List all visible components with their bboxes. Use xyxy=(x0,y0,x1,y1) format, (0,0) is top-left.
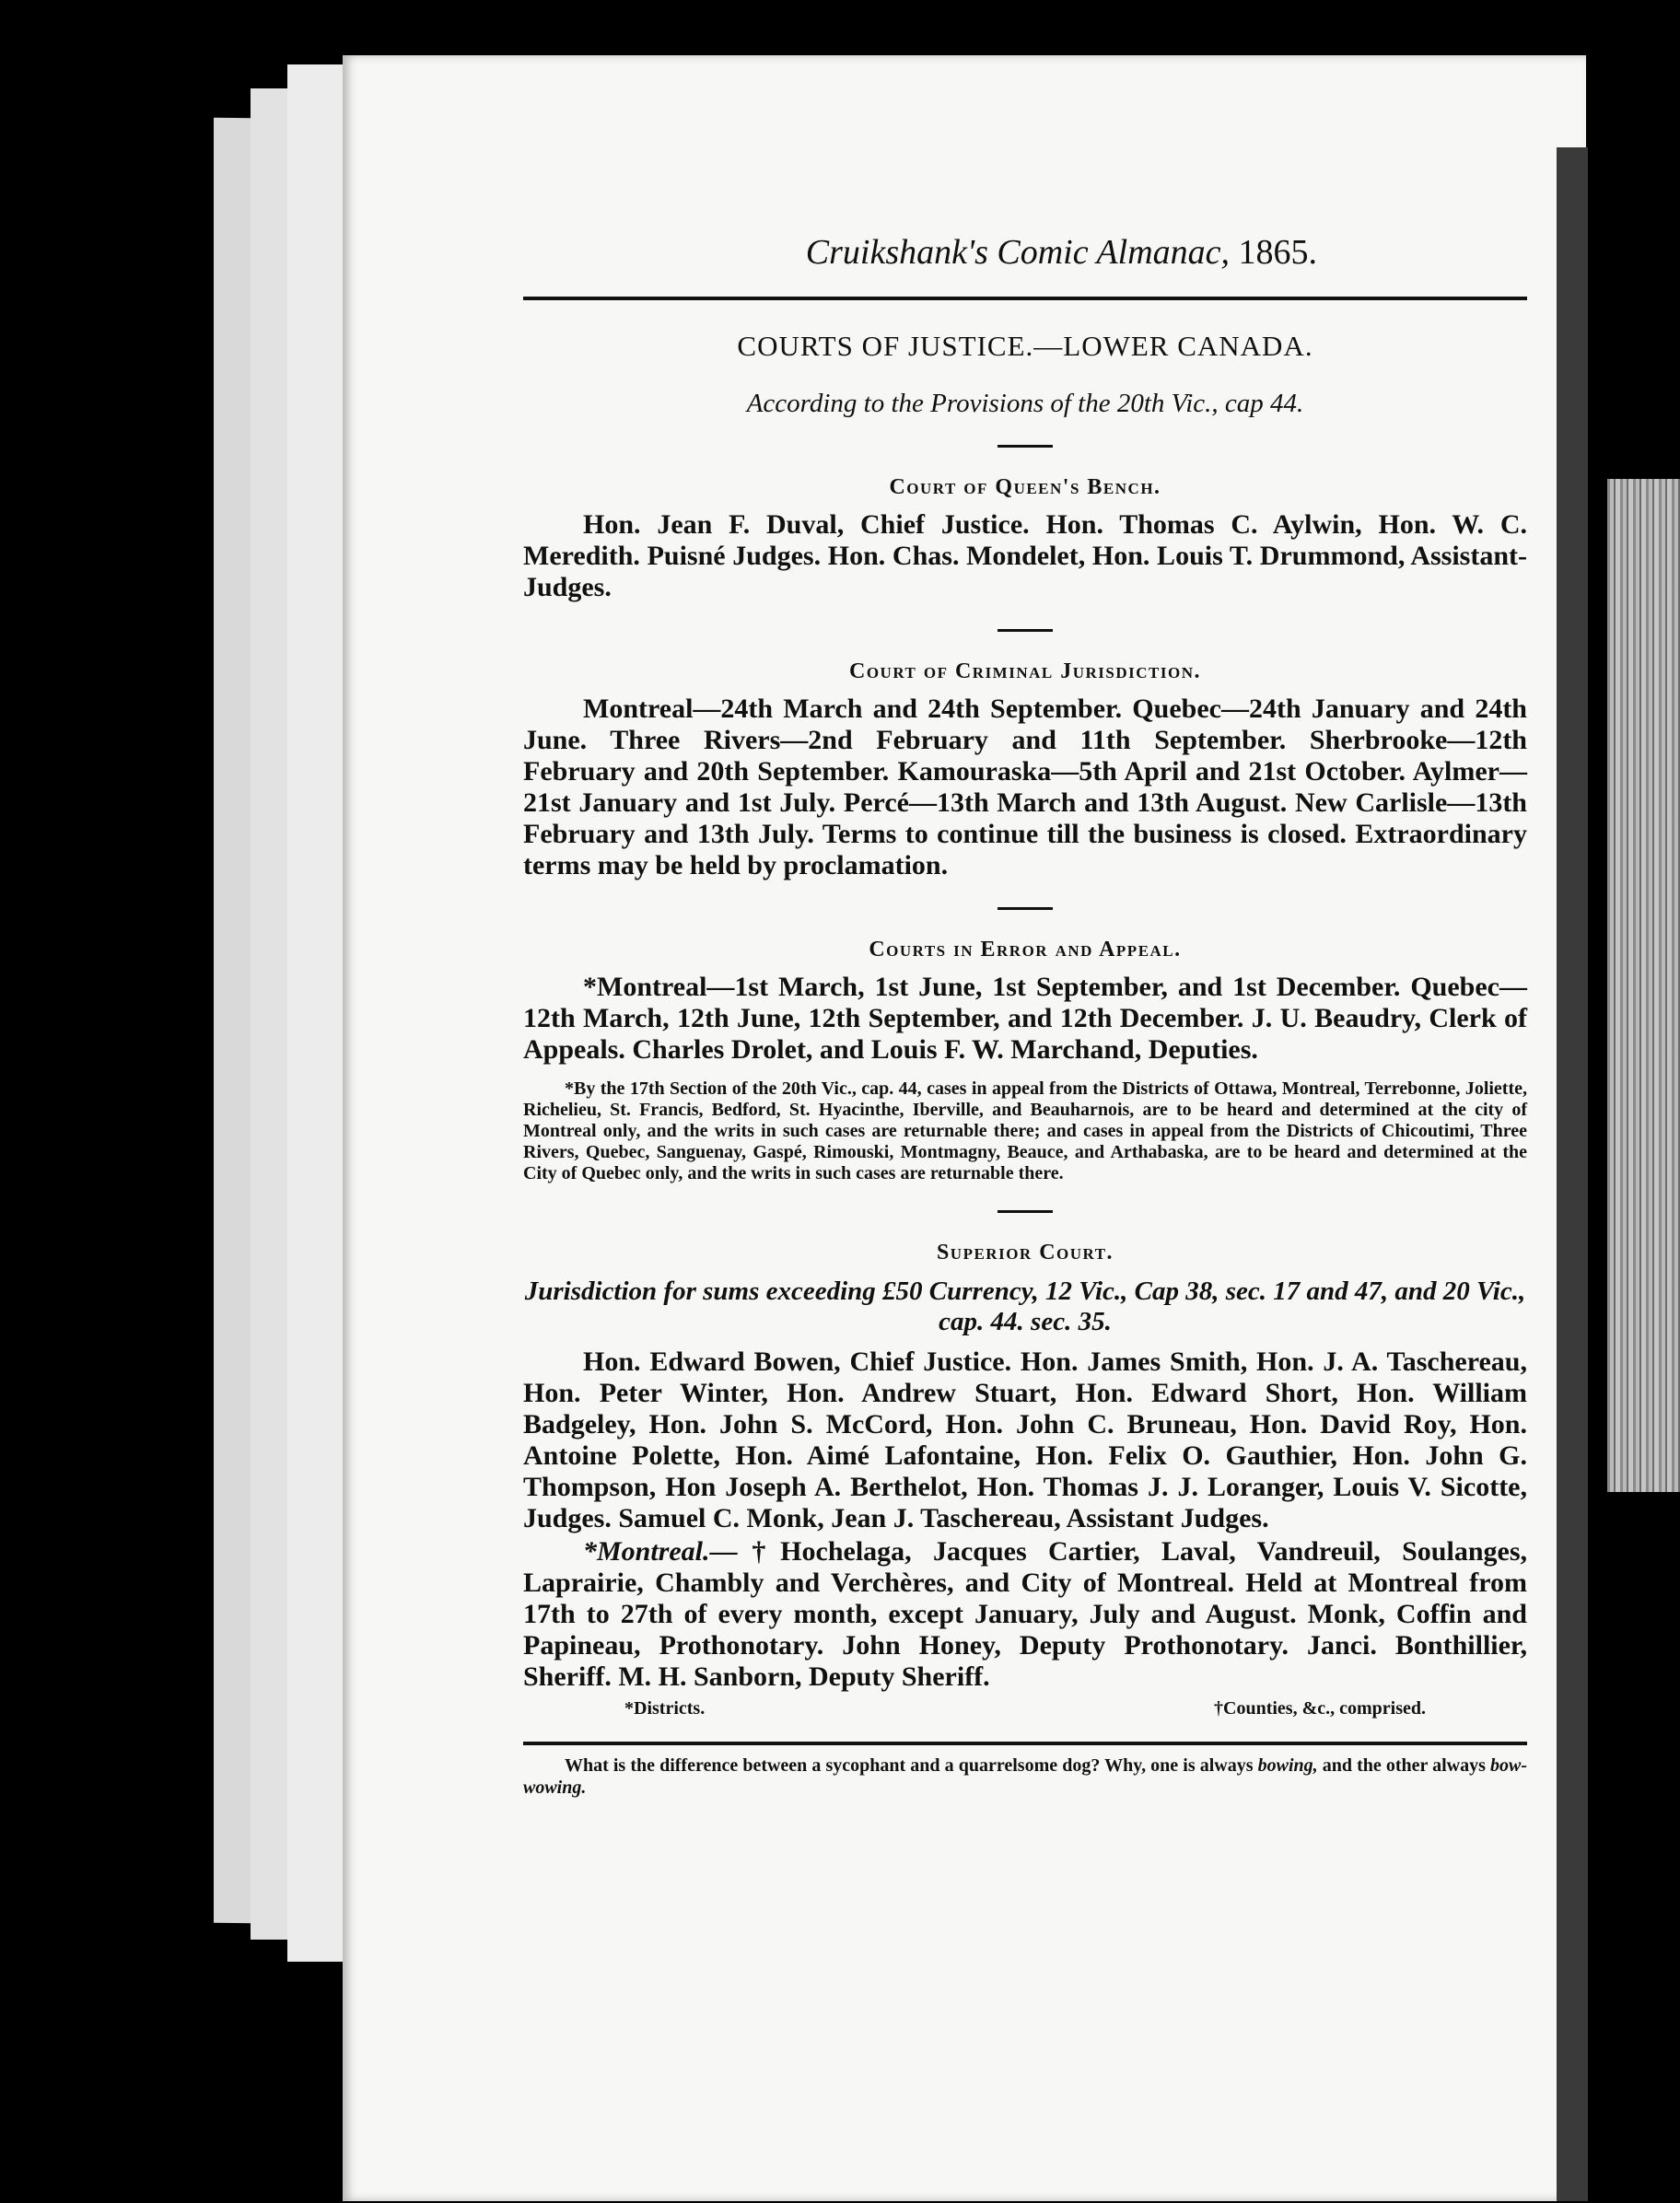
superior-jurisdiction: Jurisdiction for sums exceeding £50 Currency, 12 Vic., Cap 38, sec. 17 and 47, and 20 Vic., cap. 44. sec. 35. xyxy=(524,1276,1526,1336)
joke-word-bow-wowing: bow-wowing. xyxy=(523,1755,1527,1798)
facing-page-bleed xyxy=(1607,479,1680,1492)
queens-bench-text: Hon. Jean F. Duval, Chief Justice. Hon. Thomas C. Aylwin, Hon. W. C. Meredith. Puisné Judges. Hon. Chas. Mondelet, Hon. Louis T. Drummond, Assistant-Judges. xyxy=(523,509,1527,602)
montreal-label: *Montreal. xyxy=(583,1536,710,1567)
error-appeal-footnote: *By the 17th Section of the 20th Vic., cap. 44, cases in appeal from the Districts of Ottawa, Montreal, Terrebonne, Joliette, Richelieu, St. Francis, Bedford, St. Hyacinthe, Iberville, and Beauharnois, are to be heard and determined at the city of Montreal only, and the writs in such cases are returnable there; and cases in appeal from the Districts of Chicoutimi, Three Rivers, Quebec, Sanguenay, Gaspé, Rimouski, Montmagny, Beauce, and Arthabaska, are to be heard and determined at the City of Quebec only, and the writs in such cases are returnable there. xyxy=(523,1078,1527,1183)
page-stack-edge xyxy=(287,64,344,1962)
header-rule xyxy=(523,297,1527,300)
section-divider xyxy=(998,445,1053,448)
superior-judges-text: Hon. Edward Bowen, Chief Justice. Hon. James Smith, Hon. J. A. Taschereau, Hon. Peter Winter, Hon. Andrew Stuart, Hon. Edward Short, Hon. William Badgeley, Hon. John S. McCord, Hon. John C. Bruneau, Hon. David Roy, Hon. Antoine Polette, Hon. Aimé Lafontaine, Hon. Felix O. Gauthier, Hon. John G. Thompson, Hon Joseph A. Berthelot, Hon. Thomas J. J. Loranger, Louis V. Sicotte, Judges. Samuel C. Monk, Jean J. Taschereau, Assistant Judges. xyxy=(523,1346,1527,1533)
montreal-details: —†Hochelaga, Jacques Cartier, Laval, Vandreuil, Soulanges, Laprairie, Chambly and Verchères, and City of Montreal. Held at Montreal from 17th to 27th of every month, except January, July and August. Monk, Coffin and Papineau, Prothonotary. John Honey, Deputy Prothonotary. Janci. Bonthillier, Sheriff. M. H. Sanborn, Deputy Sheriff. xyxy=(523,1536,1527,1692)
page-content xyxy=(523,221,1527,1799)
running-header-year: 1865. xyxy=(1238,233,1317,272)
joke-middle: and the other always xyxy=(1317,1755,1490,1776)
section-divider xyxy=(998,1210,1053,1213)
page-stack-edge xyxy=(251,88,289,1940)
section-divider xyxy=(998,629,1053,632)
footer-rule xyxy=(523,1742,1527,1745)
section-heading-error-appeal: Courts in Error and Appeal. xyxy=(869,938,1182,962)
joke-text: What is the difference between a sycophant and a quarrelsome dog? Why, one is always xyxy=(565,1755,1254,1776)
footer-joke xyxy=(523,1754,1527,1799)
section-heading-queens-bench: Court of Queen's Bench. xyxy=(889,475,1161,499)
superior-montreal-text xyxy=(523,1536,1527,1693)
section-heading-superior: Superior Court. xyxy=(936,1241,1114,1265)
running-header xyxy=(523,232,1527,273)
section-heading-criminal: Court of Criminal Jurisdiction. xyxy=(849,659,1201,683)
superior-footnotes xyxy=(523,1698,1527,1719)
criminal-text: Montreal—24th March and 24th September. Quebec—24th January and 24th June. Three Rivers—2nd February and 11th September. Sherbrooke—12th February and 20th September. Kamouraska—5th April and 21st October. Aylmer—21st January and 1st July. Percé—13th March and 13th August. New Carlisle—13th February and 13th July. Terms to continue till the business is closed. Extraordinary terms may be held by proclamation. xyxy=(523,694,1527,880)
page-gutter-shadow xyxy=(1557,147,1588,2201)
section-divider xyxy=(998,907,1053,910)
joke-word-bowing: bowing, xyxy=(1257,1755,1318,1776)
footnote-counties: †Counties, &c., comprised. xyxy=(1214,1698,1426,1719)
page-title: COURTS OF JUSTICE.—LOWER CANADA. xyxy=(737,330,1313,362)
error-appeal-text: *Montreal—1st March, 1st June, 1st September, and 1st December. Quebec—12th March, 12th June, 12th September, and 12th December. J. U. Beaudry, Clerk of Appeals. Charles Drolet, and Louis F. W. Marchand, Deputies. xyxy=(523,972,1527,1065)
footnote-districts: *Districts. xyxy=(624,1698,706,1719)
page-stack-edge xyxy=(214,118,252,1923)
page-subtitle: According to the Provisions of the 20th Vic., cap 44. xyxy=(746,389,1304,418)
running-header-title: Cruikshank's Comic Almanac, xyxy=(805,233,1230,272)
